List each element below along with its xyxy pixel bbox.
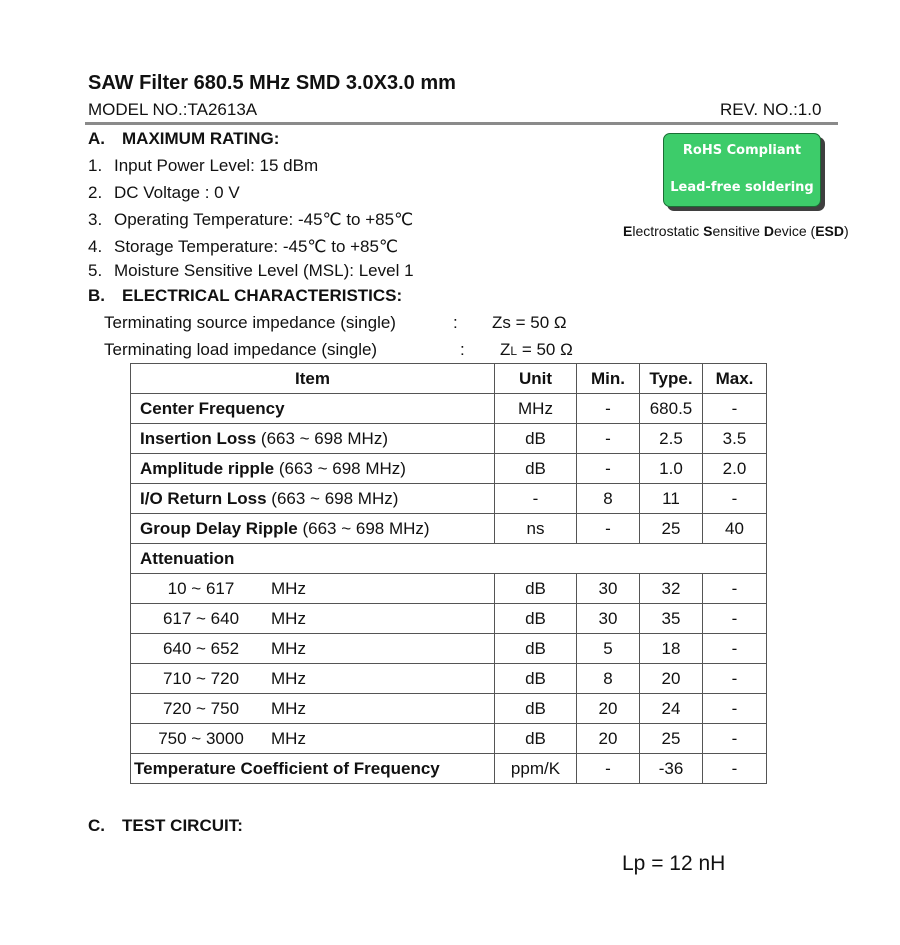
esd-text: ensitive (712, 223, 764, 239)
rating-number: 5. (88, 261, 103, 280)
source-impedance-value (492, 313, 567, 333)
row-min: - (577, 424, 640, 454)
esd-notice (623, 223, 849, 239)
esd-text: lectrostatic (632, 223, 704, 239)
rating-item-1 (88, 156, 318, 176)
row-max: - (703, 604, 767, 634)
row-unit: dB (495, 424, 577, 454)
row-min: 20 (577, 694, 640, 724)
range-unit: MHz (271, 668, 306, 688)
model-number: MODEL NO.:TA2613A (88, 100, 258, 119)
tcf-label (131, 754, 495, 784)
row-max: - (703, 664, 767, 694)
tcf-row (131, 754, 767, 784)
row-min: - (577, 454, 640, 484)
section-a-title: MAXIMUM RATING: (122, 129, 280, 148)
attenuation-label (131, 544, 767, 574)
esd-text: ) (844, 223, 849, 239)
load-symbol: Z (500, 340, 511, 359)
attenuation-range (131, 604, 495, 634)
range-text: 10 ~ 617 (167, 578, 235, 598)
row-max: - (703, 754, 767, 784)
row-item-detail: (663 ~ 698 MHz) (297, 518, 430, 538)
range-text: 750 ~ 3000 (158, 728, 244, 748)
section-c-letter: C. (88, 816, 105, 835)
row-min: - (577, 754, 640, 784)
header-type: Type. (640, 364, 703, 394)
row-unit: MHz (495, 394, 577, 424)
attenuation-range (131, 694, 495, 724)
row-type: -36 (640, 754, 703, 784)
range-text: 720 ~ 750 (162, 698, 240, 718)
rating-item-5 (88, 261, 414, 281)
range-unit: MHz (271, 608, 306, 628)
section-c-title: TEST CIRCUIT: (122, 816, 243, 835)
rating-text: Storage Temperature: -45℃ to +85℃ (114, 237, 399, 256)
row-min: 20 (577, 724, 640, 754)
row-unit: dB (495, 574, 577, 604)
source-symbol: Zs (492, 313, 511, 332)
row-item (131, 394, 495, 424)
attenuation-range (131, 574, 495, 604)
row-unit: dB (495, 694, 577, 724)
range-unit: MHz (271, 578, 306, 598)
row-type: 25 (640, 514, 703, 544)
table-row (131, 394, 767, 424)
row-unit: dB (495, 454, 577, 484)
row-type: 2.5 (640, 424, 703, 454)
row-item-bold: Insertion Loss (140, 428, 257, 448)
row-min: - (577, 394, 640, 424)
section-a-heading (88, 129, 279, 149)
range-unit: MHz (271, 638, 306, 658)
attenuation-row (131, 724, 767, 754)
rating-text: DC Voltage : 0 V (114, 183, 240, 202)
row-item-detail: (663 ~ 698 MHz) (256, 428, 388, 448)
rating-text: Input Power Level: 15 dBm (114, 156, 319, 175)
load-value: = 50 Ω (521, 340, 573, 359)
attenuation-row (131, 694, 767, 724)
row-type: 25 (640, 724, 703, 754)
rating-text: Moisture Sensitive Level (MSL): Level 1 (114, 261, 414, 280)
row-item-detail: (663 ~ 698 MHz) (274, 458, 406, 478)
range-unit: MHz (271, 698, 306, 718)
attenuation-label-text: Attenuation (140, 548, 235, 568)
attenuation-header-row (131, 544, 767, 574)
source-impedance-label: Terminating source impedance (single) (104, 313, 396, 332)
tcf-label-text: Temperature Coefficient of Frequency (134, 758, 440, 778)
range-text: 710 ~ 720 (162, 668, 240, 688)
row-item (131, 424, 495, 454)
rating-item-2 (88, 183, 240, 203)
row-min: 8 (577, 664, 640, 694)
electrical-characteristics-table (130, 363, 767, 784)
row-type: 20 (640, 664, 703, 694)
esd-letter-d: D (763, 223, 774, 239)
load-impedance-value (500, 340, 573, 360)
table-row (131, 514, 767, 544)
row-max: - (703, 394, 767, 424)
row-item-detail: (663 ~ 698 MHz) (266, 488, 399, 508)
esd-letter-s: S (703, 223, 713, 239)
row-min: 8 (577, 484, 640, 514)
row-type: 11 (640, 484, 703, 514)
attenuation-range (131, 634, 495, 664)
row-unit: - (495, 484, 577, 514)
row-unit: dB (495, 634, 577, 664)
row-type: 32 (640, 574, 703, 604)
attenuation-range (131, 664, 495, 694)
row-type: 18 (640, 634, 703, 664)
row-unit: ns (495, 514, 577, 544)
table-row (131, 454, 767, 484)
table-row (131, 484, 767, 514)
row-unit: dB (495, 664, 577, 694)
row-item (131, 514, 495, 544)
attenuation-range (131, 724, 495, 754)
attenuation-row (131, 574, 767, 604)
row-type: 24 (640, 694, 703, 724)
esd-text: evice ( (773, 223, 816, 239)
row-max: 3.5 (703, 424, 767, 454)
range-text: 617 ~ 640 (162, 608, 240, 628)
header-max: Max. (703, 364, 767, 394)
range-unit: MHz (271, 728, 306, 748)
row-min: 5 (577, 634, 640, 664)
table-row (131, 424, 767, 454)
row-min: 30 (577, 574, 640, 604)
row-unit: ppm/K (495, 754, 577, 784)
row-item-bold: Group Delay Ripple (140, 518, 298, 538)
attenuation-row (131, 664, 767, 694)
row-unit: dB (495, 724, 577, 754)
section-b-title: ELECTRICAL CHARACTERISTICS: (122, 286, 403, 305)
header-min: Min. (577, 364, 640, 394)
esd-abbreviation: ESD (815, 223, 845, 239)
row-item-bold: Amplitude ripple (140, 458, 275, 478)
document-title: SAW Filter 680.5 MHz SMD 3.0X3.0 mm (88, 72, 456, 94)
load-subscript: L (510, 344, 518, 358)
section-a-letter: A. (88, 129, 105, 148)
row-max: - (703, 724, 767, 754)
row-max: - (703, 634, 767, 664)
row-max: 2.0 (703, 454, 767, 484)
rating-number: 2. (88, 183, 103, 202)
load-impedance-label: Terminating load impedance (single) (104, 340, 378, 359)
row-item (131, 484, 495, 514)
row-item-bold: I/O Return Loss (140, 488, 267, 508)
rating-item-3 (88, 210, 413, 230)
row-type: 35 (640, 604, 703, 634)
header-divider (85, 122, 838, 125)
rating-number: 1. (88, 156, 103, 175)
rating-number: 4. (88, 237, 103, 256)
revision-number: REV. NO.:1.0 (720, 100, 822, 119)
row-max: - (703, 694, 767, 724)
rohs-badge (663, 133, 821, 207)
range-text: 640 ~ 652 (162, 638, 240, 658)
esd-letter-e: E (623, 223, 633, 239)
row-item (131, 454, 495, 484)
row-item-bold: Center Frequency (140, 398, 285, 418)
row-max: - (703, 484, 767, 514)
lead-free-label: Lead-free soldering (670, 180, 814, 195)
row-min: 30 (577, 604, 640, 634)
section-c-heading (88, 816, 243, 836)
row-max: 40 (703, 514, 767, 544)
rating-item-4 (88, 237, 398, 257)
rohs-compliant-label: RoHS Compliant (682, 143, 802, 158)
source-impedance-colon: : (453, 313, 458, 332)
load-impedance-colon: : (460, 340, 465, 359)
rating-number: 3. (88, 210, 103, 229)
header-unit: Unit (495, 364, 577, 394)
attenuation-row (131, 634, 767, 664)
section-b-letter: B. (88, 286, 105, 305)
row-min: - (577, 514, 640, 544)
row-type: 680.5 (640, 394, 703, 424)
source-value: = 50 Ω (515, 313, 567, 332)
row-max: - (703, 574, 767, 604)
rating-text: Operating Temperature: -45℃ to +85℃ (114, 210, 414, 229)
table-header-row (131, 364, 767, 394)
inductor-value: Lp = 12 nH (622, 852, 726, 875)
row-type: 1.0 (640, 454, 703, 484)
header-item: Item (131, 364, 495, 394)
attenuation-row (131, 604, 767, 634)
row-unit: dB (495, 604, 577, 634)
section-b-heading (88, 286, 402, 306)
